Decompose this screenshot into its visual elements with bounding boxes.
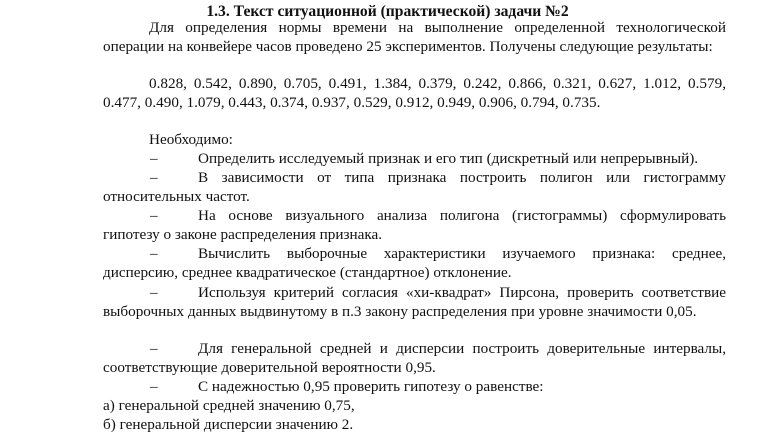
results-numbers: 0.828, 0.542, 0.890, 0.705, 0.491, 1.384, 0.379, 0.242, 0.866, 0.321, 0.627, 1.012, 0.579, 0.477, 0.490, 1.079, 0.443, 0.374, 0.937, 0.529, 0.912, 0.949, 0.906, 0.794, 0.735.	[103, 75, 726, 111]
task-item-text: Используя критерий согласия «хи-квадрат» Пирсона, проверить соответствие выборочных данных выдвинутому в п.3 закону распределения при уровне значимости 0,05.	[103, 284, 726, 320]
task-item-text: Определить исследуемый признак и его тип (дискретный или непрерывный).	[198, 150, 699, 167]
intro-paragraph: Для определения нормы времени на выполнение определенной технологической операции на конвейере часов проведено 25 экспериментов. Получены следующие результаты:	[103, 19, 726, 55]
task-item-4	[103, 245, 726, 282]
task-item-text: С надежностью 0,95 проверить гипотезу о равенстве:	[198, 378, 544, 395]
task-item-2	[103, 169, 726, 206]
dash-marker: –	[150, 378, 158, 395]
task-item-text: Для генеральной средней и дисперсии построить доверительные интервалы, соответствующие доверительной вероятности 0,95.	[103, 340, 726, 376]
task-heading: 1.3. Текст ситуационной (практической) задачи №2	[206, 3, 569, 20]
task-item-text: На основе визуального анализа полигона (гистограммы) сформулировать гипотезу о законе распределения признака.	[103, 207, 726, 243]
task-item-6	[103, 340, 726, 377]
required-label: Необходимо:	[149, 131, 233, 148]
task-item-5	[103, 284, 726, 321]
task-item-7	[103, 378, 726, 397]
task-item-3	[103, 207, 726, 244]
subitem-a: а) генеральной средней значению 0,75,	[103, 397, 355, 414]
task-item-1	[103, 150, 726, 169]
dash-marker: –	[150, 207, 158, 224]
task-item-text: В зависимости от типа признака построить полигон или гистограмму относительных частот.	[103, 169, 726, 205]
dash-marker: –	[150, 340, 158, 357]
task-item-text: Вычислить выборочные характеристики изучаемого признака: среднее, дисперсию, среднее квадратическое (стандартное) отклонение.	[103, 245, 726, 281]
subitem-b: б) генеральной дисперсии значению 2.	[103, 416, 354, 433]
dash-marker: –	[150, 284, 158, 301]
dash-marker: –	[150, 169, 158, 186]
dash-marker: –	[150, 150, 158, 167]
dash-marker: –	[150, 245, 158, 262]
